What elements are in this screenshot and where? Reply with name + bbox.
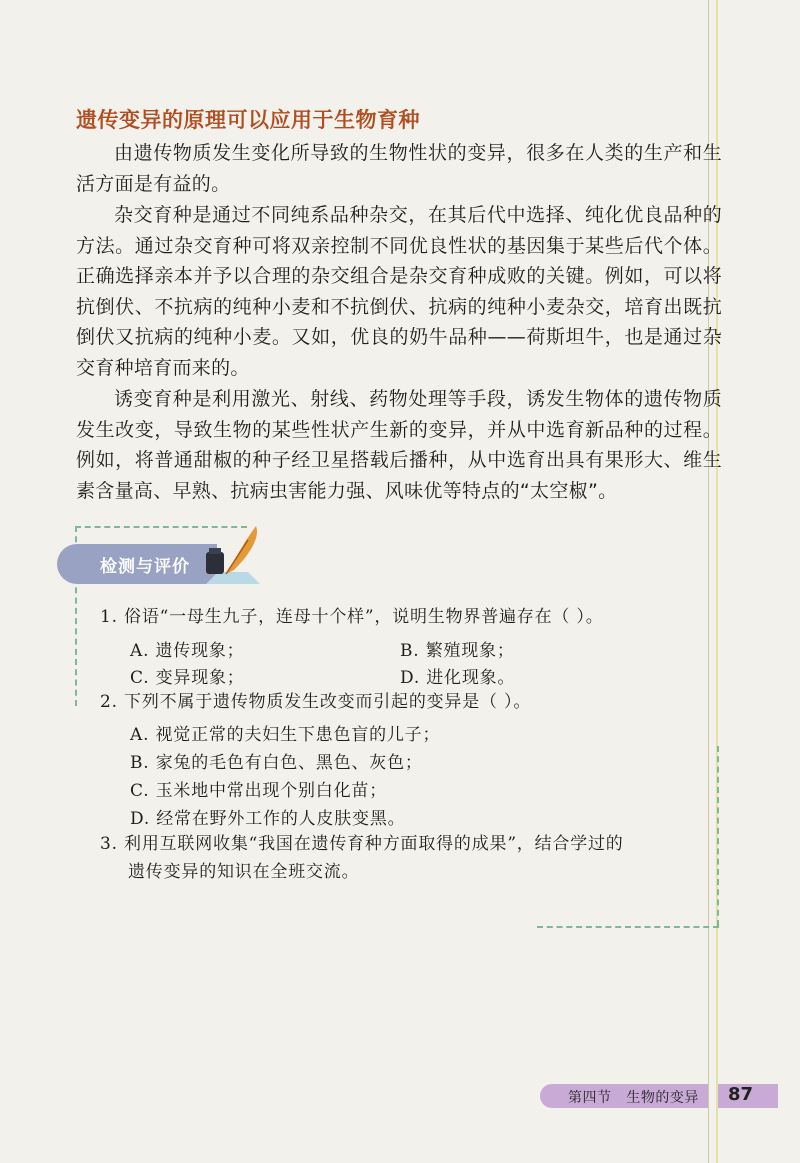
box-dash-right — [717, 746, 719, 926]
paragraph-intro: 由遗传物质发生变化所导致的生物性状的变异，很多在人类的生产和生活方面是有益的。 — [76, 142, 722, 195]
q1-option-d: D. 进化现象。 — [400, 668, 516, 688]
paragraph-hybrid-breeding: 杂交育种是通过不同纯系品种杂交，在其后代中选择、纯化优良品种的方法。通过杂交育种可将双亲控制不同优良性状的基因集于某些后代个体。正确选择亲本并予以合理的杂交组合是杂交育种成败的关键。例如，可以将抗倒伏、不抗病的纯种小麦和不抗倒伏、抗病的纯种小麦杂交，培育出既抗倒伏又抗病的纯种小麦。又如，优良的奶牛品种——荷斯坦牛，也是通过杂交育种培育而来的。 — [76, 204, 722, 379]
footer-section — [568, 1087, 699, 1107]
q1-option-c: C. 变异现象； — [130, 668, 245, 688]
q2-option-c: C. 玉米地中常出现个别白化苗； — [130, 781, 388, 801]
q1-option-b: B. 繁殖现象； — [400, 641, 515, 661]
page-number: 87 — [728, 1084, 754, 1105]
q2-option-b: B. 家兔的毛色有白色、黑色、灰色； — [130, 753, 423, 773]
footer-section-number: 第四节 — [568, 1090, 612, 1106]
question-2: 2. 下列不属于遗传物质发生改变而引起的变异是（ ）。 — [100, 692, 532, 712]
q2-option-d: D. 经常在野外工作的人皮肤变黑。 — [130, 809, 406, 829]
paragraph-mutation-breeding: 诱变育种是利用激光、射线、药物处理等手段，诱发生物体的遗传物质发生改变，导致生物的某些性状产生新的变异，并从中选育新品种的过程。例如，将普通甜椒的种子经卫星搭载后播种，从中选育出具有果形大、维生素含量高、早熟、抗病虫害能力强、风味优等特点的“太空椒”。 — [76, 388, 722, 502]
footer-section-title: 生物的变异 — [626, 1090, 699, 1106]
assessment-title: 检测与评价 — [100, 557, 190, 577]
question-3-line1: 3. 利用互联网收集“我国在遗传育种方面取得的成果”，结合学过的 — [100, 834, 624, 854]
question-3-line2: 遗传变异的知识在全班交流。 — [128, 862, 360, 882]
section-heading: 遗传变异的原理可以应用于生物育种 — [76, 108, 420, 132]
q1-option-a: A. 遗传现象； — [130, 641, 245, 661]
question-1: 1. 俗语“一母生九子，连母十个样”，说明生物界普遍存在（ ）。 — [100, 607, 604, 627]
quill-inkpot-icon — [198, 522, 268, 592]
q2-option-a: A. 视觉正常的夫妇生下患色盲的儿子； — [130, 725, 441, 745]
box-dash-bottom — [537, 926, 719, 928]
